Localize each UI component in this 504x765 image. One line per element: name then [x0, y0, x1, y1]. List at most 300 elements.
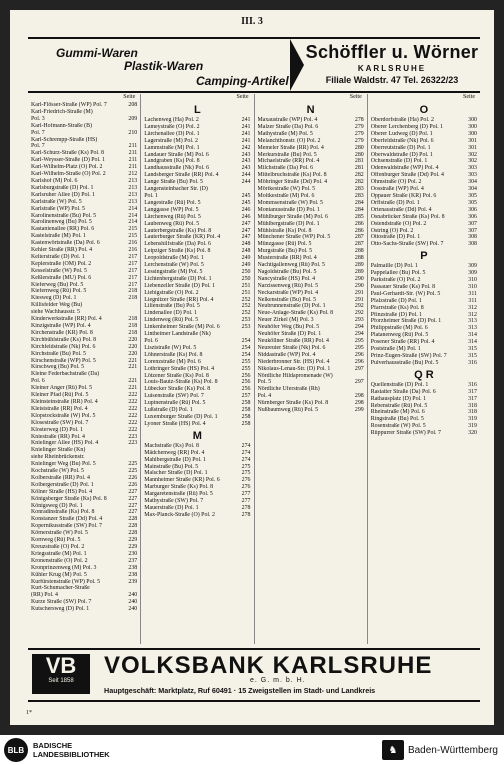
- street-name: Kinderwerkstraße (RR) Pol. 4: [31, 316, 102, 323]
- page-ref: 295: [354, 338, 364, 344]
- street-name: Pfinzstraße (D) Pol. 1: [370, 311, 423, 318]
- street-entry: [31, 185, 137, 192]
- page-ref: 243: [241, 151, 251, 158]
- street-entry: [31, 109, 137, 116]
- street-entry: [31, 199, 137, 206]
- street-name: Lange Straße (Bu) Pol. 5: [144, 179, 203, 186]
- street-name: Leipziger Straße (Ks) Pol. 8: [144, 248, 211, 255]
- page-ref: 218: [128, 329, 138, 336]
- page-ref: 226: [128, 474, 138, 481]
- street-entry: [371, 228, 477, 235]
- page-ref: 251: [241, 289, 251, 296]
- street-entry: [144, 373, 250, 380]
- street-entry: [31, 572, 137, 579]
- street-entry: [258, 338, 364, 345]
- street-entry: [31, 461, 137, 468]
- street-name: Passauer Straße (Ks) Pol. 8: [370, 283, 436, 290]
- page-ref: 214: [128, 219, 138, 226]
- page-number: III. 3: [241, 16, 263, 27]
- page-ref: 299: [354, 407, 364, 414]
- street-name: Ottostraße (D) Pol. 1: [370, 234, 421, 241]
- page-ref: [135, 454, 137, 461]
- street-name: Narzissenweg (Rü) Pol. 5: [257, 282, 319, 289]
- street-entry: [371, 145, 477, 152]
- street-entry: [31, 323, 137, 330]
- street-entry: [144, 359, 250, 366]
- page-ref: 217: [128, 260, 138, 267]
- street-entry: [144, 214, 250, 221]
- page-ref: 292: [354, 303, 364, 310]
- page-ref: 221: [128, 378, 138, 385]
- volksbank-legal-form: e. G. m. b. H.: [250, 677, 306, 684]
- street-entry: [371, 221, 477, 228]
- street-entry: [258, 303, 364, 310]
- page-ref: 209: [128, 115, 138, 122]
- street-name: Körnerstraße (W) Pol. 5: [31, 530, 88, 537]
- street-name: Landgraben (Ks) Pol. 8: [144, 158, 200, 165]
- street-name: Lameystraße (O) Pol. 2: [144, 123, 200, 130]
- street-entry: [31, 171, 137, 178]
- page-ref: 287: [354, 241, 364, 248]
- street-name: Münchener Straße (WP) Pol. 5: [257, 234, 331, 241]
- page-ref: 223: [128, 433, 138, 440]
- street-entry: [31, 468, 137, 475]
- street-entry: [144, 200, 250, 207]
- street-entry: [31, 434, 137, 441]
- street-entry: [144, 165, 250, 172]
- street-entry: [144, 221, 250, 228]
- page-ref: 303: [468, 172, 477, 179]
- page-ref: 247: [241, 227, 251, 234]
- street-entry: [31, 544, 137, 551]
- street-name: Nußbaumweg (Rü) Pol. 5: [257, 407, 319, 414]
- street-name: Maxaustraße (WP) Pol. 4: [257, 117, 318, 123]
- state-brand[interactable]: [382, 740, 498, 760]
- street-name: Nancystraße (HS) Pol. 4: [257, 275, 316, 282]
- street-name: Moltkestraße (M) Pol. 6: [257, 192, 315, 199]
- street-name: Kurt-Schumacher-Straße: [31, 585, 90, 592]
- page-ref: 221: [128, 385, 138, 392]
- street-name: Karl-Weysser-Straße (D) Pol. 1: [31, 157, 106, 164]
- street-entry: [144, 317, 250, 324]
- street-name: Parkstraße (O) Pol. 2: [370, 277, 421, 284]
- street-entry: [371, 325, 477, 332]
- street-name: Kronprinzenweg (M) Pol. 3: [31, 564, 97, 571]
- page-ref: 278: [241, 511, 251, 518]
- street-entry: [258, 366, 364, 373]
- page-ref: 240: [128, 606, 138, 613]
- street-entry: [258, 158, 364, 165]
- street-name: Neue-Anlage-Straße (Ks) Pol. 8: [257, 310, 334, 317]
- street-entry: [144, 457, 250, 464]
- street-entry: [258, 359, 364, 366]
- ad-line-gummi: Gummi-Waren: [56, 46, 138, 60]
- page-ref: 311: [468, 297, 477, 304]
- page-ref: [135, 123, 137, 130]
- street-name: Pfarrstraße (Ks) Pol. 8: [370, 304, 424, 311]
- page-ref: 218: [128, 295, 138, 302]
- street-name: Rosenstraße (W) Pol. 5: [370, 423, 426, 430]
- street-entry: [371, 416, 477, 423]
- section-letter: M: [192, 429, 202, 442]
- page-ref: 222: [128, 405, 138, 412]
- street-name: Michaelstraße (RR) Pol. 4: [257, 158, 320, 165]
- page-ref: 280: [354, 151, 364, 158]
- street-name: Mannheimer Straße (KR) Pol. 6: [144, 477, 220, 484]
- street-name: Murgstraße (Bu) Pol. 5: [257, 248, 313, 255]
- street-name: Lothringer Straße (HS) Pol. 4: [144, 365, 215, 372]
- street-name: Osnabrücker Straße (Ks) Pol. 8: [370, 213, 445, 220]
- page-ref: 252: [241, 310, 251, 317]
- street-entry: [371, 200, 477, 207]
- page-ref: 249: [241, 255, 251, 262]
- street-entry: [31, 558, 137, 565]
- section-letter: P: [420, 250, 428, 263]
- street-name: Königsberger Straße (Ks) Pol. 8: [31, 495, 107, 502]
- library-name[interactable]: [33, 741, 110, 759]
- street-entry: [31, 233, 137, 240]
- street-name: Kastenwörtstraße (Da) Pol. 6: [31, 240, 100, 247]
- street-name: Machstraße (Ks) Pol. 8: [144, 442, 199, 449]
- street-entry: [371, 152, 477, 159]
- street-entry: [31, 240, 137, 247]
- street-entry: [371, 124, 477, 131]
- street-name: Ringstraße (Bu) Pol. 5: [370, 416, 424, 423]
- volksbank-address: Hauptgeschäft: Marktplatz, Ruf 60491 · 15 Zweigstellen im Stadt- und Landkreis: [104, 686, 376, 695]
- street-name: Karl-Schurz-Straße (Ks) Pol. 8: [31, 150, 104, 157]
- page-ref: 251: [241, 282, 251, 289]
- street-entry: [258, 186, 364, 193]
- street-name: Lauterbergstraße (Ks) Pol. 8: [144, 227, 212, 234]
- page-ref: 306: [468, 206, 477, 213]
- street-entry: [31, 530, 137, 537]
- section-letter: O: [419, 104, 429, 116]
- street-entry: [258, 345, 364, 352]
- page-ref: 245: [241, 199, 251, 206]
- street-name: Karlsruher Allee (D) Pol. 1: [31, 191, 95, 198]
- page-ref: 278: [241, 504, 251, 511]
- street-name: Memeler Straße (RR) Pol. 4: [257, 144, 324, 151]
- street-entry: [144, 276, 250, 283]
- street-name: Oberer Ludweg (D) Pol. 1: [370, 130, 433, 137]
- street-name: Liegnitzer Straße (RR) Pol. 4: [144, 296, 214, 303]
- street-name: Kirchstraße (Bu) Pol. 5: [31, 350, 86, 357]
- street-entry: [371, 339, 477, 346]
- top-advertisement: [28, 37, 480, 93]
- page-ref: 279: [354, 130, 364, 137]
- page-ref: 258: [241, 400, 251, 407]
- street-entry: [31, 226, 137, 233]
- page-ref: [135, 371, 137, 378]
- street-entry: [144, 269, 250, 276]
- page-ref: 290: [354, 282, 364, 289]
- street-entry: [144, 310, 250, 317]
- page-ref: 241: [241, 130, 251, 137]
- street-entry: [371, 138, 477, 145]
- street-entry: [31, 440, 137, 447]
- street-entry: [31, 330, 137, 337]
- volksbank-logo: [32, 654, 90, 694]
- street-name: Philippstraße (M) Pol. 6: [370, 325, 428, 332]
- street-name: Kleiner Anger (Rü) Pol. 5: [31, 385, 93, 392]
- street-name: Lammstraße (M) Pol. 1: [144, 144, 200, 151]
- page-ref: 220: [128, 350, 138, 357]
- volksbank-symbol: VB: [45, 653, 77, 678]
- street-name: Kirchbühlstraße (Ks) Pol. 8: [31, 336, 97, 343]
- page-ref: 229: [128, 537, 138, 544]
- street-entry: [31, 427, 137, 434]
- page-ref: 247: [241, 220, 251, 227]
- street-entry: [144, 491, 250, 498]
- street-name: Kurze Straße (SW) Pol. 7: [31, 599, 92, 606]
- page-ref: 307: [468, 227, 477, 234]
- ad-firm-city: KARLSRUHE: [357, 64, 427, 73]
- street-entry: [31, 599, 137, 606]
- street-entry: [31, 268, 137, 275]
- street-name: Lindenweg (Rü) Pol. 5: [144, 317, 199, 324]
- page-ref: 221: [128, 357, 138, 364]
- street-name: Lärchenallee (D) Pol. 1: [144, 130, 200, 137]
- street-entry: [258, 117, 364, 124]
- page-ref: 287: [354, 234, 364, 241]
- street-name: Liebenzeller Straße (D) Pol. 1: [144, 282, 216, 289]
- street-entry: [31, 475, 137, 482]
- street-entry: [144, 443, 250, 450]
- section-letter: L: [194, 104, 201, 116]
- bottom-advertisement: [28, 648, 480, 702]
- street-name: Langestraße (Rü) Pol. 5: [144, 199, 201, 206]
- street-name: Leopoldstraße (M) Pol. 1: [144, 255, 204, 262]
- page-ref: 253: [241, 317, 251, 324]
- street-name: Karlstraße (WP) Pol. 5: [31, 205, 85, 212]
- street-name: Lußstraße (D) Pol. 1: [144, 407, 193, 414]
- directory-column-1: [28, 94, 141, 644]
- street-entry: [144, 414, 250, 421]
- street-entry: [144, 352, 250, 359]
- street-name: Rheinstraße (M) Pol. 6: [370, 409, 425, 416]
- street-entry: [144, 138, 250, 145]
- street-name: Nürnberger Straße (Ks) Pol. 8: [257, 400, 329, 407]
- page-ref: 300: [468, 123, 477, 130]
- street-name: Kiesweg (D) Pol. 1: [31, 295, 77, 302]
- street-name: Odenwaldstraße (WP) Pol. 4: [370, 165, 439, 172]
- street-name: Rüppurrer Straße (SW) Pol. 7: [370, 430, 441, 437]
- street-entry: [31, 192, 137, 199]
- street-entry: [31, 206, 137, 213]
- street-entry: [31, 288, 137, 295]
- street-name: Louis-Bautz-Straße (Ks) Pol. 8: [144, 379, 218, 386]
- page-ref: 288: [354, 248, 364, 255]
- page-ref: 216: [128, 240, 138, 247]
- street-name: Linkenheimer Straße (M) Pol. 6: [144, 324, 220, 331]
- street-name: Kreuzstraße (O) Pol. 2: [31, 544, 85, 550]
- street-entry: [31, 309, 137, 316]
- page-ref: 295: [354, 344, 364, 351]
- street-entry: [31, 606, 137, 613]
- street-name: Musterstraße (RR) Pol. 4: [257, 255, 317, 262]
- street-entry: [144, 186, 250, 193]
- street-entry: [258, 386, 364, 393]
- street-entry: [31, 516, 137, 523]
- street-name: Kühler Krug (M) Pol. 5: [31, 571, 87, 578]
- street-name: Mörikestraße (W) Pol. 5: [257, 186, 316, 193]
- street-entry: [258, 331, 364, 338]
- library-name-line2: LANDESBIBLIOTHEK: [33, 750, 110, 759]
- street-entry: [144, 145, 250, 152]
- street-name: Nikolaus-Lenau-Str. (D) Pol. 1: [257, 365, 331, 372]
- page-ref: 246: [241, 213, 251, 220]
- column-seite-label: Seite: [463, 94, 475, 100]
- street-name: Kleine Federbachstraße (Da): [31, 371, 100, 378]
- street-name: Karl-Hofmann-Straße (B): [31, 122, 93, 129]
- street-name: Kopernikusstraße (SW) Pol. 7: [31, 523, 103, 530]
- page-ref: 318: [468, 409, 477, 416]
- street-name: Paul-Gerhardt-Str. (W) Pol. 5: [370, 290, 441, 297]
- street-name: Lübecker Straße (Ks) Pol. 8: [144, 386, 211, 393]
- street-name: Lachenweg (Ha) Pol. 2: [144, 117, 199, 123]
- street-entry: [371, 298, 477, 305]
- street-name: Pulverhausstraße (Bu) Pol. 5: [370, 359, 439, 366]
- street-name: Landsberger Straße (RR) Pol. 4: [144, 172, 219, 179]
- page-ref: 277: [241, 498, 251, 505]
- street-name: Lerchenstraße (W) Pol. 5: [144, 262, 204, 269]
- street-entry: [371, 423, 477, 430]
- library-name-line1: BADISCHE: [33, 741, 73, 750]
- page-ref: 317: [468, 388, 477, 395]
- page-ref: 278: [354, 117, 364, 123]
- street-entry: [144, 331, 250, 338]
- street-entry: [144, 241, 250, 248]
- street-name: Rebenstraße (Rü) Pol. 5: [370, 402, 428, 409]
- street-entry: [144, 124, 250, 131]
- street-entry: [371, 403, 477, 410]
- street-name: Ochsenstraße (D) Pol. 1: [370, 158, 428, 165]
- page-ref: 247: [241, 234, 251, 241]
- street-name: Kleinsteinstraße (RR) Pol. 4: [31, 398, 98, 405]
- page-ref: [135, 447, 137, 454]
- page-ref: 275: [241, 463, 251, 470]
- page-ref: 218: [128, 316, 138, 323]
- street-entry: [31, 123, 137, 130]
- street-name: Oosstraße (WP) Pol. 4: [370, 186, 424, 193]
- page-ref: 217: [128, 281, 138, 288]
- street-entry: [371, 346, 477, 353]
- street-entry: [258, 276, 364, 283]
- page-ref: 245: [241, 192, 251, 199]
- ad-arrow-shape: [290, 39, 304, 91]
- street-entry: [144, 366, 250, 373]
- page-ref: 279: [354, 123, 364, 130]
- street-name: Kesselstraße (W) Pol. 5: [31, 267, 87, 274]
- street-entry: [258, 152, 364, 159]
- street-entry: [31, 358, 137, 365]
- street-entry: [371, 430, 477, 437]
- page-ref: 217: [128, 267, 138, 274]
- page-ref: 253: [241, 324, 251, 331]
- page-ref: 306: [468, 213, 477, 220]
- street-name: Neckarstraße (WP) Pol. 4: [257, 289, 319, 296]
- page-ref: 282: [354, 172, 364, 179]
- street-entry: [371, 332, 477, 339]
- street-name: Oberreutstraße (D) Pol. 1: [370, 144, 431, 151]
- blb-logo[interactable]: BLB: [4, 738, 28, 762]
- street-entry: [31, 351, 137, 358]
- page-ref: 238: [128, 571, 138, 578]
- street-entry: [31, 537, 137, 544]
- street-name: Lilienstraße (Bu) Pol. 5: [144, 303, 200, 310]
- street-name: Knielinger Straße (Kn): [31, 447, 86, 454]
- street-name: Lupinenstraße (Rü) Pol. 5: [144, 400, 206, 407]
- street-name: Oppauer Straße (KR) Pol. 6: [370, 192, 437, 199]
- street-name: Laubenweg (Rü) Pol. 5: [144, 220, 200, 227]
- page-ref: 238: [128, 564, 138, 571]
- page-ref: 256: [241, 386, 251, 393]
- street-entry: [258, 400, 364, 407]
- street-entry: [371, 353, 477, 360]
- street-entry: [144, 172, 250, 179]
- page-ref: [249, 186, 251, 193]
- page-ref: 279: [354, 137, 364, 144]
- street-name: Neuer Zirkel (M) Pol. 3: [257, 317, 314, 324]
- ad-firm-address: Filiale Waldstr. 47 Tel. 26322/23: [325, 75, 459, 85]
- street-name: Klosterweg (D) Pol. 1: [31, 426, 84, 433]
- street-name: Münzgasse (Rü) Pol. 5: [257, 241, 312, 248]
- page-ref: 301: [468, 137, 477, 144]
- page-ref: 210: [128, 129, 138, 136]
- street-name: Pappelallee (Bu) Pol. 5: [370, 270, 426, 277]
- viewer-footer: [0, 735, 504, 765]
- street-name: Liebigstraße (O) Pol. 2: [144, 289, 199, 296]
- page-ref: 258: [241, 413, 251, 420]
- street-entry: [144, 407, 250, 414]
- street-name: Kiefernweg (Rü) Pol. 5: [31, 288, 87, 295]
- page-ref: 310: [468, 277, 477, 284]
- street-name: Pol. 4: [257, 393, 272, 400]
- page-ref: 297: [354, 379, 364, 386]
- page-ref: 222: [128, 392, 138, 399]
- page-ref: 319: [468, 423, 477, 430]
- page-ref: 256: [241, 372, 251, 379]
- street-name: Mommsenstraße (W) Pol. 5: [257, 199, 323, 206]
- street-name: Karolinenstraße (Bu) Pol. 5: [31, 212, 97, 219]
- street-entry: [144, 179, 250, 186]
- page-ref: 274: [241, 449, 251, 456]
- page-ref: 303: [468, 165, 477, 172]
- street-name: Nachtigallenweg (Rü) Pol. 5: [257, 262, 325, 269]
- street-entry: [371, 165, 477, 172]
- directory-column-3: [255, 94, 368, 644]
- state-name: Baden-Württemberg: [407, 744, 498, 756]
- street-name: Klopstockstraße (W) Pol. 5: [31, 412, 96, 419]
- street-directory: [28, 94, 480, 644]
- street-entry: [371, 179, 477, 186]
- page-ref: 228: [128, 530, 138, 537]
- page-ref: 283: [354, 186, 364, 193]
- page-ref: 218: [128, 288, 138, 295]
- street-entry: [31, 295, 137, 302]
- directory-column-2: [141, 94, 254, 644]
- street-entry: [31, 489, 137, 496]
- street-name: Klosestraße (SW) Pol. 7: [31, 419, 89, 426]
- page-ref: 315: [468, 346, 477, 353]
- volksbank-name: VOLKSBANK KARLSRUHE: [104, 652, 433, 679]
- page-ref: 255: [241, 358, 251, 365]
- street-name: Löhnerstraße (Ks) Pol. 8: [144, 351, 203, 358]
- street-entry: [258, 124, 364, 131]
- page-ref: 213: [128, 177, 138, 184]
- street-name: Lötzener Straße (Ks) Pol. 8: [144, 372, 209, 379]
- street-name: Landauer Straße (M) Pol. 6: [144, 151, 209, 158]
